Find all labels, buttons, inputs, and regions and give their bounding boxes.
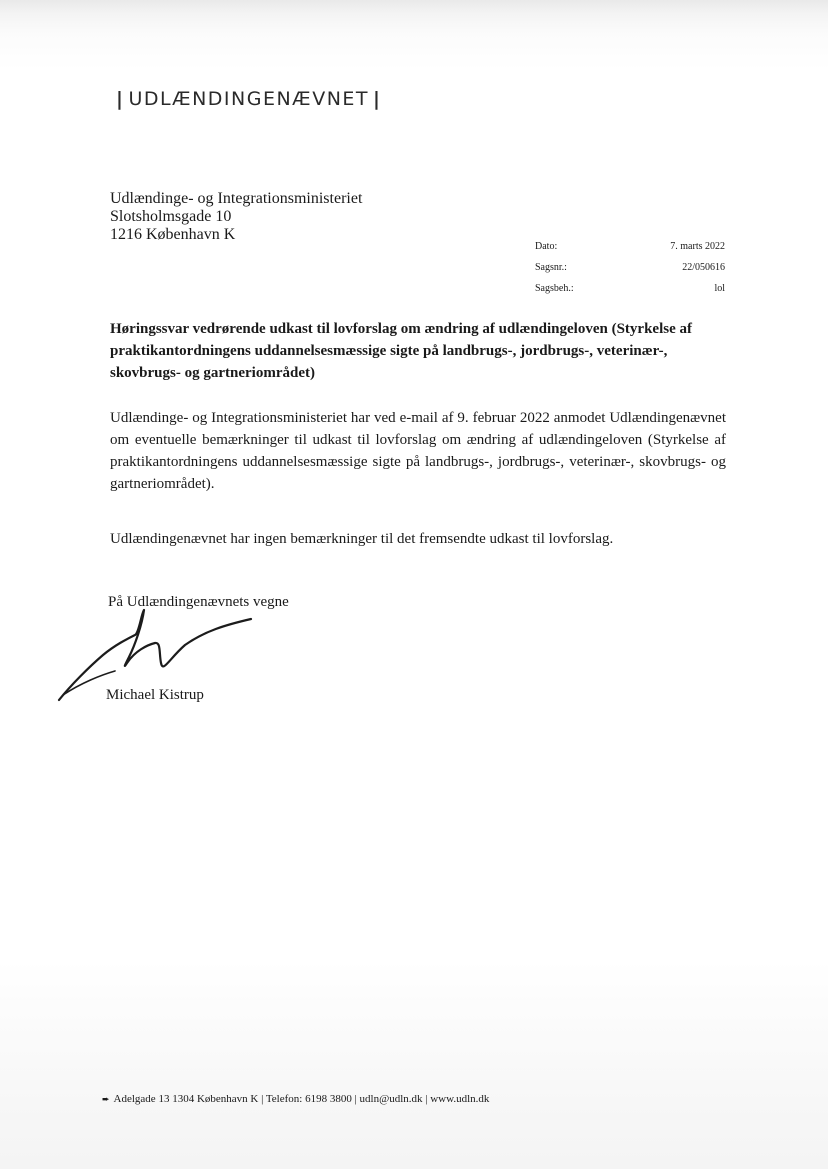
meta-row-date — [535, 236, 725, 257]
recipient-address — [110, 190, 362, 244]
body-paragraph: Udlændingenævnet har ingen bemærkninger til det fremsendte udkast til lovforslag. — [110, 531, 614, 547]
arrow-right-icon: ➨ — [102, 1094, 110, 1104]
body-paragraph: Udlændinge- og Integrationsministeriet har ved e-mail af 9. februar 2022 anmodet Udlændingenævnet om eventuelle bemærkninger til udkast til lovforslag om ændring af udlændingeloven (Styrkelse af praktikantordningens uddannelsesmæssige sigte på landbrugs-, jordbrugs-, veterinær-, skovbrugs- og gartneriområdet). — [110, 410, 726, 492]
meta-label: Dato: — [535, 241, 558, 252]
address-line: Udlændinge- og Integrationsministeriet — [110, 190, 363, 207]
meta-value: 7. marts 2022 — [670, 241, 725, 252]
closing-line: På Udlændingenævnets vegne — [108, 594, 289, 610]
scan-shading-bottom — [0, 960, 828, 1169]
footer-text: Adelgade 13 1304 København K | Telefon: 6198 3800 | udln@udln.dk | www.udln.dk — [113, 1093, 490, 1105]
signer-name: Michael Kistrup — [106, 687, 204, 703]
letter-footer — [102, 1093, 489, 1105]
meta-row-case-handler — [535, 278, 725, 299]
address-line: Slotsholmsgade 10 — [110, 208, 232, 225]
scan-shading-top — [0, 0, 828, 70]
meta-value: lol — [714, 283, 725, 294]
address-line: 1216 København K — [110, 226, 236, 243]
logo-bar-left: | — [116, 88, 125, 110]
meta-row-case-number — [535, 257, 725, 278]
logo-text: UDLÆNDINGENÆVNET — [128, 88, 370, 110]
letterhead-logo — [112, 88, 385, 110]
case-meta — [535, 236, 725, 299]
letter-subject: Høringssvar vedrørende udkast til lovforslag om ændring af udlændingeloven (Styrkelse af praktikantordningens uddannelsesmæssige sigte på landbrugs-, jordbrugs-, veterinær-, skovbrugs- og gartneriområdet) — [110, 321, 692, 381]
meta-label: Sagsbeh.: — [535, 283, 574, 294]
meta-value: 22/050616 — [682, 262, 725, 273]
meta-label: Sagsnr.: — [535, 262, 567, 273]
logo-bar-right: | — [373, 88, 382, 110]
